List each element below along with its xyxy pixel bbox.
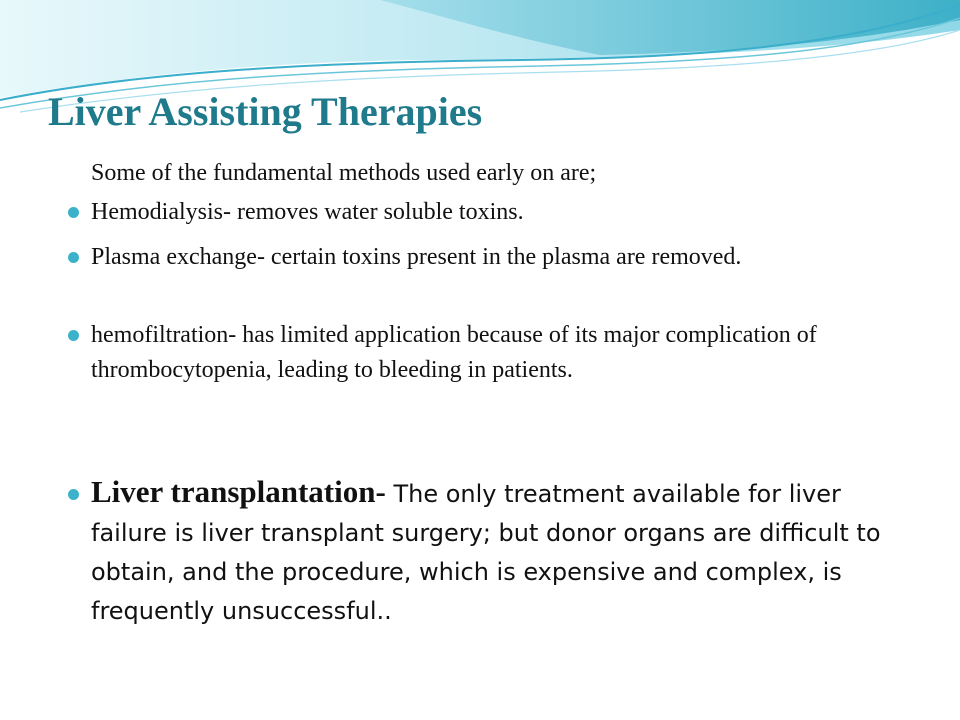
- slide-title: Liver Assisting Therapies: [48, 89, 483, 134]
- bullet-text: Plasma exchange- certain toxins present in the plasma are removed.: [91, 244, 742, 270]
- bullet-item-hemofiltration: [91, 318, 861, 388]
- bullet-text: Hemodialysis- removes water soluble toxins.: [91, 199, 524, 225]
- bullet-item-plasma-exchange: [91, 240, 861, 275]
- bullet-dot-icon: [68, 207, 79, 218]
- bullet-item-liver-transplantation: [91, 473, 911, 631]
- bullet-item-hemodialysis: [91, 195, 861, 230]
- bullet-body: The only treatment available for liver failure is liver transplant surgery; but donor organs are difficult to obtain, and the procedure, which is expensive and complex, is frequently unsuccessful..: [91, 480, 881, 625]
- intro-text: Some of the fundamental methods used early on are;: [91, 160, 597, 186]
- bullet-dot-icon: [68, 330, 79, 341]
- bullet-text: hemofiltration- has limited application because of its major complication of thrombocytopenia, leading to bleeding in patients.: [91, 322, 817, 383]
- bullet-lead-bold: Liver transplantation-: [91, 474, 386, 509]
- bullet-dot-icon: [68, 489, 79, 500]
- bullet-text: [91, 473, 911, 631]
- bullet-dot-icon: [68, 252, 79, 263]
